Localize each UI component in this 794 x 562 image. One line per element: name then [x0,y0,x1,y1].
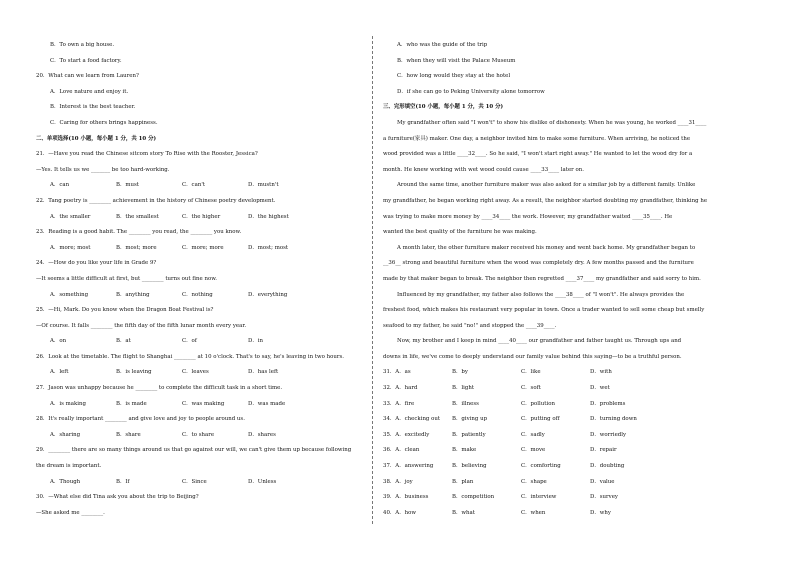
option: D．in [248,338,263,345]
option: D．shares [248,431,276,438]
cloze-options-38 [383,475,713,491]
option-line: B．To own a big house. [50,42,115,48]
option: C．comforting [521,463,561,470]
question-26: 26．Look at the timetable. The flight to Shanghai ________ at 10 o'clock. That's to say, he's leaving in two hours. [36,353,345,360]
option-line: D．if she can go to Peking University alone tomorrow [397,88,545,95]
option: D．problems [590,400,626,407]
passage-line: __36__ strong and beautiful furniture when the wood was completely dry. A few months passed and the furniture [383,260,694,267]
option: 37．A．answering [383,463,434,470]
option: C．nothing [182,291,213,298]
option-line: C．how long would they stay at the hotel [397,73,511,80]
question-23-options [36,241,366,257]
option: A．the smaller [50,213,91,220]
option: D．was made [248,400,286,407]
option: D．with [590,369,612,376]
left-column [36,38,366,521]
option: B．by [452,369,468,376]
question-30-line-2: —She asked me ________. [36,509,105,516]
option: C．soft [521,385,541,392]
passage-line: freshest food, which makes his restaurant very popular in town. Once a trader wanted to sell some cheap but smelly [383,307,705,314]
option: C．Since [182,478,207,485]
cloze-options-34 [383,412,713,428]
cloze-options-37 [383,459,713,475]
question-25: 25．—Hi, Mark. Do you know when the Dragon Boat Festival is? [36,307,214,314]
option: A．more; most [50,244,91,251]
option-line: A．who was the guide of the trip [397,42,488,48]
option: A．can [50,182,70,189]
passage-line: Around the same time, another furniture maker was also asked for a similar job by a different family. Unlike [397,182,696,189]
option: D．Unless [248,478,277,485]
option: B．competition [452,494,495,501]
passage-line: seafood to my father, he said "no!" and stopped the ____39____. [383,322,557,329]
question-30: 30．—What else did Tina ask you about the trip to Beijing? [36,494,199,501]
option: D．why [590,509,611,516]
cloze-options-40 [383,506,713,522]
option: B．is leaving [116,369,152,376]
option: B．most; more [116,244,157,251]
column-divider [372,36,373,524]
option: C．leaves [182,369,209,376]
option: B．giving up [452,416,488,423]
question-25-line-2: —Of course. It falls ________ the fifth day of the fifth lunar month every year. [36,322,247,329]
option: B．light [452,385,475,392]
option: B．If [116,478,130,485]
passage-line: my grandfather, he began working right away. As a result, the neighbor started doubting my grandfather, thinking he [383,197,708,204]
option: 35．A．excitedly [383,431,430,438]
question-24-options [36,288,366,304]
option: A．left [50,369,69,376]
question-22-options [36,210,366,226]
option: A．is making [50,400,86,407]
option: 34．A．checking out [383,416,441,423]
option: 40．A．how [383,509,417,516]
option: D．wet [590,385,610,392]
option: D．repair [590,447,617,454]
cloze-options-35 [383,428,713,444]
option-line: C．Caring for others brings happiness. [50,119,158,126]
question-26-options [36,365,366,381]
option: A．on [50,338,67,345]
cloze-options-33 [383,397,713,413]
question-24: 24．—How do you like your life in Grade 9? [36,260,157,267]
option: C．more; more [182,244,224,251]
option: C．move [521,447,546,454]
option-line: C．To start a food factory. [50,57,122,64]
passage-line: a furniture(家具) maker. One day, a neighbor invited him to make some furniture. When arriving, he noticed the [383,135,691,142]
option: 36．A．clean [383,447,420,454]
question-28-options [36,428,366,444]
option: D．has left [248,369,279,376]
question-21-line-2: —Yes. It tells us we _______ be too hard-working. [36,166,170,173]
option: C．shape [521,478,547,485]
option: 31．A．as [383,369,411,376]
option: D．most; most [248,244,289,251]
option-line: B．when they will visit the Palace Museum [397,57,516,64]
passage-line: downs in life, we've come to deeply understand our family value behind this saying—to be a truthful person. [383,353,682,360]
option: C．of [182,338,197,345]
option: 38．A．joy [383,478,413,485]
question-27: 27．Jason was unhappy because he ________ to complete the difficult task in a short time. [36,385,283,392]
passage-line: made by that maker began to break. The neighbor then regretted ____37____ my grandfather and said sorry to him. [383,275,701,282]
option: C．the higher [182,213,221,220]
option: B．make [452,447,477,454]
question-28: 28．It's really important ________ and give love and joy to people around us. [36,416,245,423]
option: B．plan [452,478,474,485]
option-line: B．Interest is the best teacher. [50,104,136,111]
option: B．at [116,338,131,345]
passage-line: A month later, the other furniture maker received his money and went back home. My grandfather began to [397,244,696,251]
option: D．doubting [590,463,625,470]
passage-line: month. He knew working with wet wood could cause ____33____ later on. [383,166,584,173]
passage-line: My grandfather often said "I won't" to show his dislike of dishonesty. When he was young, he worked ____31____ [397,119,707,126]
cloze-options-32 [383,381,713,397]
question-27-options [36,397,366,413]
question-23: 23．Reading is a good habit. The ________ you read, the ________ you know. [36,229,242,236]
cloze-options-36 [383,443,713,459]
option: C．like [521,369,541,376]
passage-line: was trying to make more money by ____34____ the work. However, my grandfather waited ____35____. He [383,213,673,220]
option: 33．A．fire [383,400,415,407]
option: D．turning down [590,416,637,423]
option: C．when [521,509,546,516]
passage-line: wood provided was a little ____32____. So he said, "I won't start right away." He wanted to let the wood dry for a [383,151,693,158]
option: D．everything [248,291,288,298]
option: B．the smallest [116,213,159,220]
option: 39．A．business [383,494,429,501]
option: B．must [116,182,139,189]
passage-line: Now, my brother and I keep in mind ____40____ our grandfather and father taught us. Through ups and [397,338,682,345]
question-21: 21．—Have you read the Chinese sitcom story To Rise with the Rooster, Jessica? [36,151,258,158]
option: C．was making [182,400,225,407]
option: A．sharing [50,431,81,438]
option: D．survey [590,494,618,501]
option: A．Though [50,478,81,485]
cloze-options-31 [383,365,713,381]
cloze-options-39 [383,490,713,506]
section-3-title: 三、完形填空(10 小题，每小题 1 分，共 10 分) [383,104,504,111]
question-20: 20．What can we learn from Lauren? [36,73,139,80]
option: A．something [50,291,89,298]
option: B．is made [116,400,147,407]
question-22: 22．Tang poetry is ________ achievement in the history of Chinese poetry development. [36,197,276,204]
option: C．putting off [521,416,560,423]
section-2-title: 二、单项选择(10 小题，每小题 1 分，共 10 分) [36,135,157,142]
question-21-options [36,178,366,194]
option-line: A．Love nature and enjoy it. [50,88,129,95]
option: C．pollution [521,400,555,407]
option: B．what [452,509,475,516]
option: D．value [590,478,615,485]
question-29-options [36,475,366,491]
option: C．interview [521,494,557,501]
option: C．to share [182,431,215,438]
option: B．believing [452,463,487,470]
option: 32．A．hard [383,385,418,392]
option: D．worriedly [590,431,627,438]
passage-line: Influenced by my grandfather, my father also follows the ____38____ of "I won't". He always provides the [397,291,685,298]
option: B．anything [116,291,150,298]
option: B．illness [452,400,479,407]
option: C．sadly [521,431,545,438]
question-25-options [36,334,366,350]
option: B．patiently [452,431,486,438]
option: C．can't [182,182,206,189]
question-29-line-2: the dream is important. [36,463,102,470]
question-24-line-2: —It seems a little difficult at first, but ________ turns out fine now. [36,275,217,282]
passage-line: wanted the best quality of the furniture he was making. [383,229,537,236]
right-column [383,38,713,521]
option: B．share [116,431,141,438]
option: D．mustn't [248,182,279,189]
question-29: 29．________ there are so many things around us that go against our will, we can't give them up because following [36,447,352,454]
option: D．the highest [248,213,289,220]
